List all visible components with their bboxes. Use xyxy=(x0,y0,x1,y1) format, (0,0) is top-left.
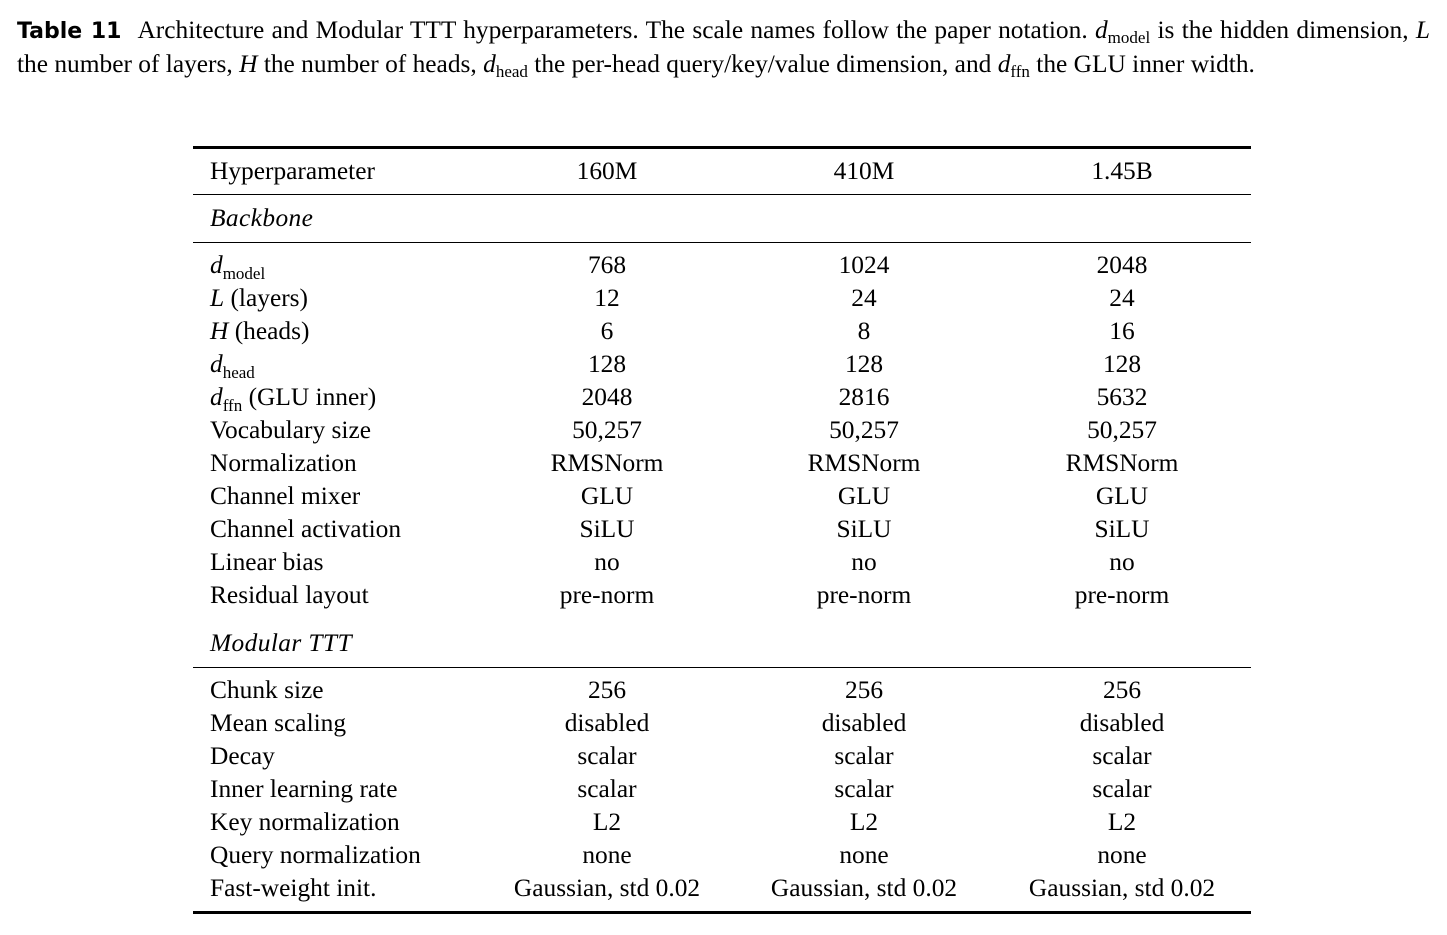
table-row xyxy=(193,839,1251,872)
table-cell: RMSNorm xyxy=(807,449,921,477)
table-row xyxy=(193,707,1251,740)
row-label: Key normalization xyxy=(210,808,400,836)
table-cell: RMSNorm xyxy=(1065,449,1179,477)
caption-text-4: the number of heads, xyxy=(263,50,477,78)
table-row xyxy=(193,773,1251,806)
table-cell: RMSNorm xyxy=(550,449,664,477)
row-label: Normalization xyxy=(210,449,357,477)
table-cell: 1024 xyxy=(838,251,890,279)
table-cell: SiLU xyxy=(1094,515,1150,543)
table-top-rule xyxy=(193,146,1251,149)
caption-text-5: the per-head query/key/value dimension, and xyxy=(534,50,992,78)
table-cell: Gaussian, std 0.02 xyxy=(1028,874,1216,902)
row-label: Vocabulary size xyxy=(210,416,371,444)
table-cell: scalar xyxy=(1092,775,1152,803)
caption-text-2: is the hidden dimension, xyxy=(1157,16,1409,44)
column-header-scale: 410M xyxy=(833,157,895,185)
table-cell: disabled xyxy=(821,709,907,737)
table-cell: no xyxy=(1109,548,1135,576)
caption-symbol-d-ffn: $d_{ffn}$ xyxy=(997,50,1030,81)
table-cell: scalar xyxy=(1092,742,1152,770)
table-cell: 256 xyxy=(844,676,884,704)
header-rule xyxy=(193,194,1251,195)
section-rule xyxy=(193,242,1251,243)
table-cell: 5632 xyxy=(1096,383,1148,411)
table-cell: 256 xyxy=(1102,676,1142,704)
table-cell: scalar xyxy=(834,742,894,770)
row-label xyxy=(210,381,376,414)
caption-text-6: the GLU inner width. xyxy=(1036,50,1255,78)
row-symbol-subscript: head xyxy=(222,363,255,382)
column-header-scale: 160M xyxy=(576,157,638,185)
table-cell: 12 xyxy=(594,284,620,312)
row-label: Channel mixer xyxy=(210,482,361,510)
row-symbol: d xyxy=(210,383,223,411)
table-cell: SiLU xyxy=(579,515,635,543)
table-cell: 2816 xyxy=(838,383,890,411)
row-label: Fast-weight init. xyxy=(210,874,377,902)
column-header-hyperparameter: Hyperparameter xyxy=(210,157,375,185)
row-symbol: d xyxy=(210,350,223,378)
table-cell: GLU xyxy=(837,482,891,510)
row-label-suffix: (layers) xyxy=(224,284,309,312)
table-cell: scalar xyxy=(834,775,894,803)
table-cell: SiLU xyxy=(836,515,892,543)
table-cell: scalar xyxy=(577,742,637,770)
table-row xyxy=(193,315,1251,348)
table-cell: 2048 xyxy=(581,383,633,411)
table-cell: GLU xyxy=(580,482,634,510)
table-row xyxy=(193,447,1251,480)
row-label: Mean scaling xyxy=(210,709,347,737)
row-label-suffix: (GLU inner) xyxy=(242,383,377,411)
table-cell: 256 xyxy=(587,676,627,704)
table-cell: L2 xyxy=(592,808,622,836)
table-cell: no xyxy=(851,548,877,576)
table-caption xyxy=(17,14,1430,81)
table-cell: L2 xyxy=(849,808,879,836)
row-label: Channel activation xyxy=(210,515,402,543)
table-cell: 6 xyxy=(600,317,614,345)
row-label xyxy=(210,348,255,381)
table-cell: L2 xyxy=(1107,808,1137,836)
row-label xyxy=(210,249,265,282)
caption-text-3: the number of layers, xyxy=(17,50,233,78)
table-cell: no xyxy=(594,548,620,576)
table-row xyxy=(193,513,1251,546)
caption-symbol-H: H xyxy=(239,50,258,78)
table-row xyxy=(193,381,1251,414)
table-row xyxy=(193,872,1251,905)
caption-symbol-d-head: $d_{head}$ xyxy=(483,50,528,81)
table-cell: 50,257 xyxy=(1087,416,1157,444)
table-header-row xyxy=(193,155,1251,188)
table-cell: pre-norm xyxy=(1074,581,1170,609)
table-bottom-rule xyxy=(193,911,1251,914)
table-row xyxy=(193,348,1251,381)
section-rule xyxy=(193,667,1251,668)
table-cell: Gaussian, std 0.02 xyxy=(770,874,958,902)
row-symbol: H xyxy=(210,317,229,345)
table-cell: 50,257 xyxy=(829,416,899,444)
table-row xyxy=(193,414,1251,447)
table-cell: Gaussian, std 0.02 xyxy=(513,874,701,902)
table-cell: 16 xyxy=(1109,317,1135,345)
table-cell: pre-norm xyxy=(816,581,912,609)
row-label xyxy=(210,315,309,348)
table-cell: pre-norm xyxy=(559,581,655,609)
row-label: Query normalization xyxy=(210,841,421,869)
row-label: Inner learning rate xyxy=(210,775,398,803)
row-label-suffix: (heads) xyxy=(228,317,310,345)
table-cell: disabled xyxy=(1079,709,1165,737)
table-cell: 50,257 xyxy=(572,416,642,444)
row-label: Decay xyxy=(210,742,275,770)
table-row xyxy=(193,579,1251,612)
table-cell: scalar xyxy=(577,775,637,803)
table-row xyxy=(193,480,1251,513)
section-title: Backbone xyxy=(210,204,314,232)
table-row xyxy=(193,249,1251,282)
row-label xyxy=(210,282,308,315)
row-symbol: d xyxy=(210,251,223,279)
table-row xyxy=(193,806,1251,839)
row-symbol-subscript: model xyxy=(222,264,266,283)
table-label: Table 11 xyxy=(17,19,122,44)
row-symbol-subscript: ffn xyxy=(222,396,243,415)
column-header-scale: 1.45B xyxy=(1091,157,1153,185)
table-row xyxy=(193,282,1251,315)
table-row xyxy=(193,740,1251,773)
table-cell: 768 xyxy=(587,251,627,279)
caption-symbol-d-model: $d_{model}$ xyxy=(1094,16,1151,47)
row-symbol: L xyxy=(210,284,225,312)
table-cell: disabled xyxy=(564,709,650,737)
row-label: Chunk size xyxy=(210,676,324,704)
table-cell: 128 xyxy=(587,350,627,378)
table-cell: 8 xyxy=(857,317,871,345)
section-title: Modular TTT xyxy=(210,629,352,657)
table-cell: 24 xyxy=(1109,284,1135,312)
table-row xyxy=(193,546,1251,579)
table-cell: 2048 xyxy=(1096,251,1148,279)
table-cell: 128 xyxy=(844,350,884,378)
table-cell: none xyxy=(839,841,889,869)
row-label: Residual layout xyxy=(210,581,369,609)
table-cell: 128 xyxy=(1102,350,1142,378)
table-cell: none xyxy=(1097,841,1147,869)
caption-text-1: Architecture and Modular TTT hyperparameters. The scale names follow the paper notation. xyxy=(137,16,1088,44)
row-label: Linear bias xyxy=(210,548,324,576)
table-cell: GLU xyxy=(1095,482,1149,510)
table-cell: none xyxy=(582,841,632,869)
table-cell: 24 xyxy=(851,284,877,312)
table-row xyxy=(193,674,1251,707)
caption-symbol-L: L xyxy=(1415,16,1430,44)
